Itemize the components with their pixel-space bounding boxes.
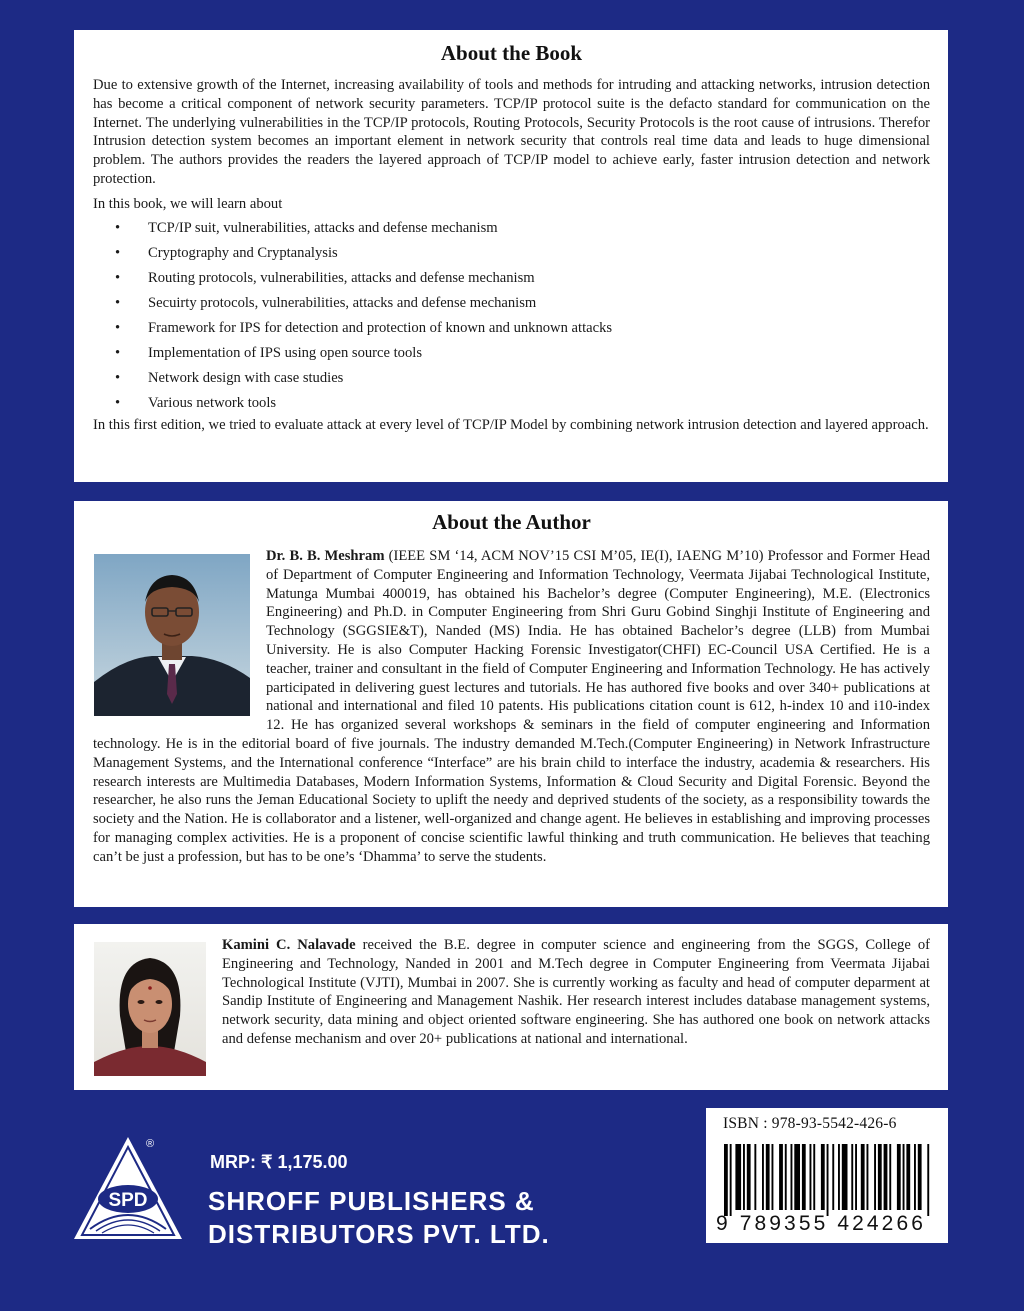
about-book-panel xyxy=(74,30,948,482)
author-photo xyxy=(94,554,250,716)
isbn-box xyxy=(706,1108,948,1243)
list-item: • Routing protocols, vulnerabilities, attacks and defense mechanism xyxy=(93,266,930,291)
list-item: • TCP/IP suit, vulnerabilities, attacks and defense mechanism xyxy=(93,216,930,241)
bullet-icon: • xyxy=(115,319,121,336)
spd-logo xyxy=(70,1131,186,1243)
about-author-heading: About the Author xyxy=(432,510,591,534)
learn-intro: In this book, we will learn about xyxy=(93,195,283,212)
list-item: • Framework for IPS for detection and protection of known and unknown attacks xyxy=(93,316,930,341)
publisher-name xyxy=(208,1185,550,1251)
barcode-digits: 9 789355 424266 xyxy=(716,1212,926,1235)
logo-text: SPD xyxy=(108,1190,148,1211)
list-item: • Various network tools xyxy=(93,391,930,416)
about-book-heading: About the Book xyxy=(440,41,583,65)
list-item: • Network design with case studies xyxy=(93,366,930,391)
author-bio: Dr. B. B. Meshram (IEEE SM ‘14, ACM NOV’15 CSI M’05, IE(I), IAENG M’10) Professor and Former Head of Department of Computer Engineering and Information Technology, Veermata Jijabai Technological Institute, Matunga Mumbai 400019, has obtained his Bachelor’s degree (Computer Engineering), M.E. (Electronics Engineering) and Ph.D. in Computer Engineering from Shri Guru Gobind Singhji Institute of Engineering and Technology (SGGSIE&T), Nanded (MS) India. He has obtained Bachelor’s degree (LLB) from Mumbai University. He is also Computer Hacking Forensic Investigator(CHFI) EC-Council USA Certified. He is a teacher, trainer and consultant in the field of Computer Engineering and Information Technology. He has actively participated in delivering guest lectures and tutorials. He has authored five books and over 340+ publications at national and international and filed 10 patents. His publications citation count is 612, h-index 10 and i10-index 12. He has organized several workshops & seminars in the field of computer engineering and Information technology. He is in the editorial board of five journals. The industry demanded M.Tech.(Computer Engineering) in Network Infrastructure Management Systems, and the International conference “Interface” are his brain child to interface the industry, academia & researchers. His research interests are Multimedia Databases, Modern Information Systems, Information & Cloud Security and Digital Forensic. Beyond the researcher, he also runs the Jeman Educational Society to uplift the needy and deprived students of the society, as a responsibility towards the society and the Nation. He is collaborator and a listener, well-organized and change agent. He believes in establishing and improving processes for managing complex activities. He is a proponent of concise scientific lawful thinking and truth communication. He believes that teaching can’t be just a profession, but has to be one’s ‘Dhamma’ to serve the students. xyxy=(93,548,931,865)
bullet-icon: • xyxy=(115,369,121,386)
bullet-icon: • xyxy=(115,244,121,261)
author-name: Dr. B. B. Meshram xyxy=(266,548,385,564)
coauthor-photo xyxy=(94,942,206,1076)
topics-list xyxy=(93,216,930,416)
list-item: • Secuirty protocols, vulnerabilities, attacks and defense mechanism xyxy=(93,291,930,316)
about-book-intro: Due to extensive growth of the Internet, increasing availability of tools and methods for intruding and attacking networks, intrusion detection has become a critical component of network security parameters. TCP/IP protocol suite is the defacto standard for communication on the Internet. The underlying vulnerabilities in the TCP/IP protocols, Routing Protocols, Security Protocols is the root cause of intrusions. Therefor Intrusion detection system becomes an important element in network security that controls real time data and leads to huge dimensional problem. The authors provides the readers the layered approach of TCP/IP model to achieve early, faster intrusion detection and network protection. xyxy=(93,77,930,187)
bullet-icon: • xyxy=(115,394,121,411)
bullet-icon: • xyxy=(115,269,121,286)
list-item: • Implementation of IPS using open source tools xyxy=(93,341,930,366)
coauthor-name: Kamini C. Nalavade xyxy=(222,937,356,953)
about-book-closing: In this first edition, we tried to evaluate attack at every level of TCP/IP Model by combining network intrusion detection and layered approach. xyxy=(93,416,929,433)
isbn-label: ISBN : 978-93-5542-426-6 xyxy=(723,1115,897,1132)
bullet-icon: • xyxy=(115,344,121,361)
list-item: • Cryptography and Cryptanalysis xyxy=(93,241,930,266)
registered-mark: ® xyxy=(146,1138,155,1150)
mrp-price: MRP: ₹ 1,175.00 xyxy=(210,1152,348,1172)
bullet-icon: • xyxy=(115,294,121,311)
publisher-line-2: DISTRIBUTORS PVT. LTD. xyxy=(208,1219,550,1249)
about-author-panel xyxy=(74,501,948,907)
barcode-icon xyxy=(724,1144,930,1216)
coauthor-bio: Kamini C. Nalavade received the B.E. degree in computer science and engineering from the SGGS, College of Engineering and Technology, Nanded in 2001 and M.Tech degree in Computer Engineering from Veermata Jijabai Technological Institute (VJTI), Mumbai in 2007. She is currently working as faculty and head of computer deparment at Sandip Institute of Engineering and Management Nashik. Her research interest includes database management systems, network security, data mining and object oriented software engineering. She has authored one book on network attacks and defense mechanism and over 20+ publications at national and international. xyxy=(222,937,930,1047)
publisher-line-1: SHROFF PUBLISHERS & xyxy=(208,1186,535,1216)
coauthor-panel xyxy=(74,924,948,1090)
bullet-icon: • xyxy=(115,219,121,236)
